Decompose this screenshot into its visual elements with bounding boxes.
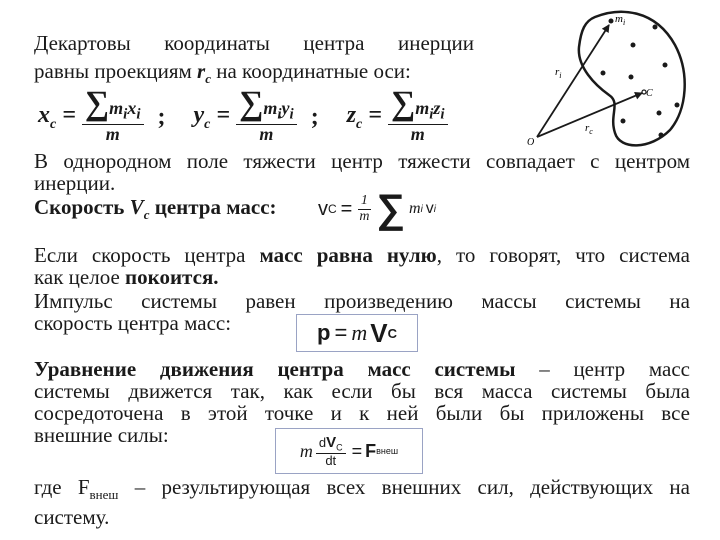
radius-vector-ri bbox=[537, 25, 609, 137]
mass-point bbox=[631, 43, 636, 48]
formula-z: $z_c$ = $\frac{\sum m_iz_i}{m}$ bbox=[347, 90, 448, 143]
mass-point bbox=[653, 25, 658, 30]
label-o: O bbox=[527, 137, 535, 148]
label-mi: $m_i$ bbox=[615, 13, 626, 27]
mass-point bbox=[675, 103, 680, 108]
motion-paragraph: Уравнение движения центра масс системы – центр масс системы движется так, как если бы вся масса системы была сосредоточена в этой точке и к ней были бы приложены все внешние силы: bbox=[34, 357, 690, 447]
momentum-formula: p = m V C bbox=[296, 314, 418, 352]
mass-system-diagram bbox=[525, 5, 695, 150]
semicolon-1: ; bbox=[157, 103, 166, 130]
uniform-field-paragraph: В однородном поле тяжести центр тяжести совпадает с центром инерции. bbox=[34, 149, 690, 195]
rest-paragraph: Если скорость центра масс равна нулю, то говорят, что система как целое покоится. bbox=[34, 243, 690, 289]
velocity-formula: v C = $\frac{1}{m}$ ∑ m i v i bbox=[318, 186, 437, 231]
intro-line-1: Декартовы координаты центра инерции bbox=[34, 31, 474, 55]
label-c: C bbox=[646, 88, 653, 99]
semicolon-2: ; bbox=[310, 103, 319, 130]
label-ri: $r_i$ bbox=[555, 66, 562, 80]
mass-point bbox=[659, 133, 664, 138]
r-c-symbol: $r_c$ bbox=[197, 59, 211, 87]
label-rc: $r_c$ bbox=[585, 122, 593, 136]
mass-point bbox=[629, 75, 634, 80]
velocity-label: Скорость $V_c$ центра масс: bbox=[34, 195, 277, 223]
mass-point bbox=[609, 19, 614, 24]
formula-y: $y_c$ = $\frac{\sum m_iy_i}{m}$ bbox=[194, 90, 297, 143]
mass-point bbox=[601, 71, 606, 76]
mass-point bbox=[657, 111, 662, 116]
where-paragraph: где $F_{внеш}$ – результирующая всех внешних сил, действующих на систему. bbox=[34, 475, 690, 530]
momentum-paragraph: Импульс системы равен произведению массы системы на скорость центра масс: bbox=[34, 289, 690, 335]
mass-point bbox=[621, 119, 626, 124]
coordinate-formulas bbox=[38, 85, 448, 144]
motion-formula: m $\frac{dV_C}{dt}$ = F внеш bbox=[275, 428, 423, 474]
mass-point bbox=[663, 63, 668, 68]
intro-line-2: равны проекциям $r_c$ на координатные оси: bbox=[34, 59, 411, 87]
formula-x: $x_c$ = $\frac{\sum m_ix_i}{m}$ bbox=[38, 90, 144, 143]
